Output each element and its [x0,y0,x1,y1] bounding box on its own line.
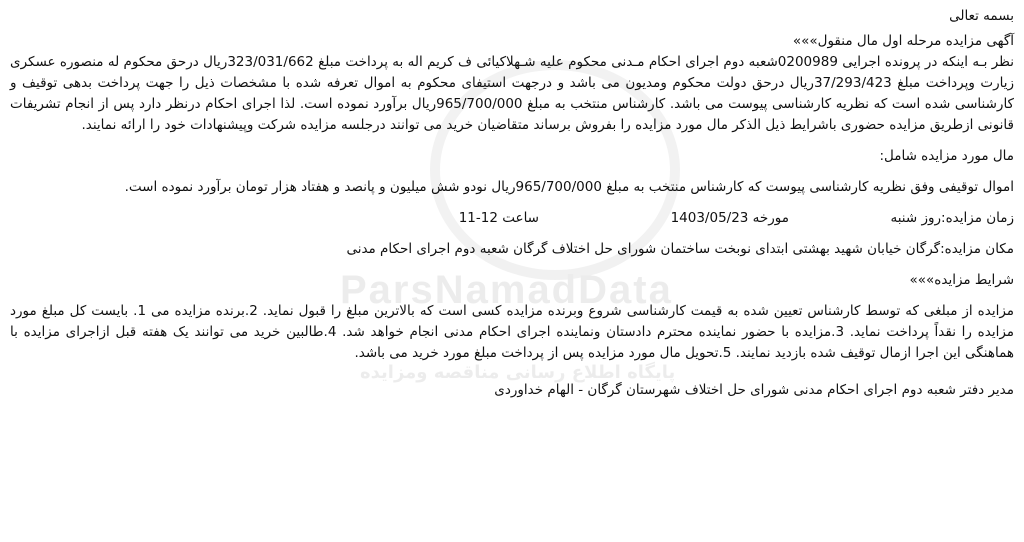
document-header: بسمه تعالی [949,8,1014,24]
notice-title: آگهی مزایده مرحله اول مال منقول»»» [792,33,1014,49]
conditions-text: مزایده از مبلغی که توسط کارشناس تعیین شده به قیمت کارشناسی شروع وبرنده مزایده کسی است که بالاترین مبلغ را قبول نماید. 2.برنده مزایده می 1. بایست کل مبلغ مورد مزایده را نقداً پرداخت نماید. 3.مزایده با حضور نماینده محترم دادستان ونماینده اجرای احکام مدنی انجام خواهد شد. 4.طالبین خرید می توانند یک هفته قبل ازاجرای مزایده با هماهنگی این اجرا ازمال توقیف شده بازدید نمایند. 5.تحویل مال مورد مزایده پس از پرداخت مبلغ مورد خرید می باشد. [10,303,1015,361]
auction-hour: ساعت 12-11 [458,210,539,226]
goods-text: اموال توقیفی وفق نظریه کارشناسی پیوست که کارشناس منتخب به مبلغ 965/700/000ریال نودو شش میلیون و پانصد و هفتاد هزار تومان برآورد نموده است. [124,179,1014,195]
watermark-tagline: پایگاه اطلاع رسانی مناقصه ومزایده [360,362,676,383]
intro-paragraph: نظر بـه اینکه در پرونده اجرایی 0200989شعبه دوم اجرای احکام مـدنی محکوم علیه شـهلاکیائی ف کریم اله به پرداخت مبلغ 323/031/662ریال درحق محکوم له منصوره عسکری زیارت وپرداخت مبلغ 37/293/423ریال درحق دولت محکوم ومدیون می باشد و درجهت استیفای محکوم به اموال تعرفه شده با مشخصات ذیل را جهت پرداخت بدهی توقیف و کارشناسی شده است که نظریه کارشناسی پیوست می باشد. کارشناس منتخب به مبلغ 965/700/000ریال برآورد نموده است. لذا اجرای احکام درنظر دارد پس از انجام تشریفات قانونی ازطریق مزایده حضوری باشرایط ذیل الذکر مال مورد مزایده را بفروش برساند متقاضیان خرید می توانند درجلسه مزایده شرکت وپیشنهادات خود را ارائه نمایند. [10,54,1014,133]
watermark-brand: ParsNamadData [340,268,673,312]
auction-time [10,208,1014,229]
auction-day: زمان مزایده:روز شنبه [890,210,1014,226]
signature-line: مدیر دفتر شعبه دوم اجرای احکام مدنی شورای حل اختلاف شهرستان گرگان - الهام خداوردی [494,382,1014,398]
auction-place: مکان مزایده:گرگان خیابان شهید بهشتی ابتدای نوبخت ساختمان شورای حل اختلاف گرگان شعبه دوم اجرای احکام مدنی [346,241,1014,257]
auction-date: مورخه 1403/05/23 [670,210,789,226]
conditions-heading: شرایط مزایده»»» [909,272,1014,288]
goods-heading: مال مورد مزایده شامل: [879,148,1014,164]
